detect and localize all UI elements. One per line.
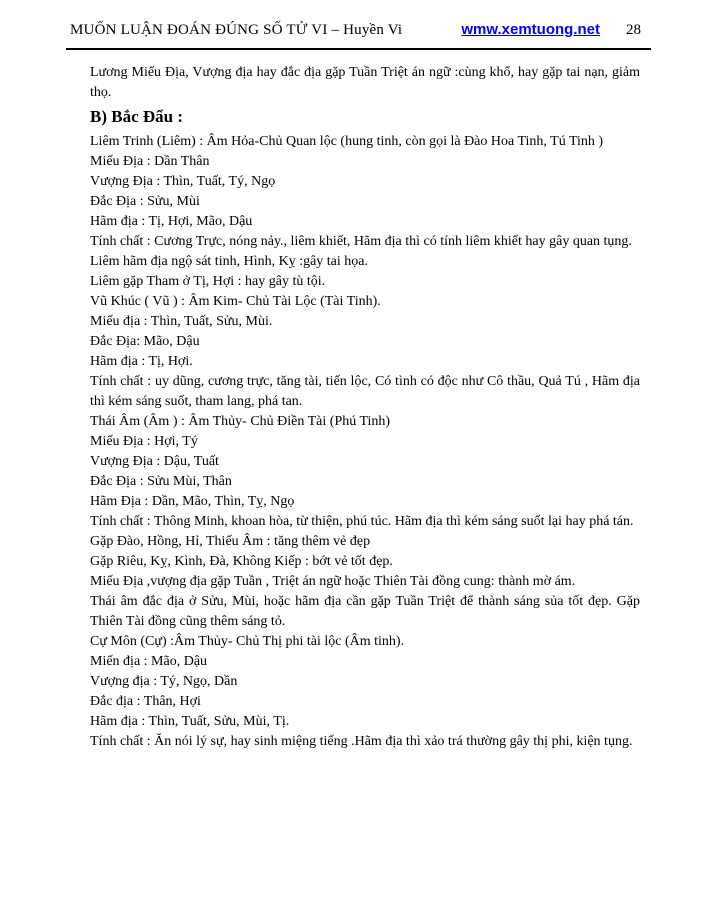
page-header [0, 0, 705, 39]
section-heading: B) Bắc Đẩu : [90, 107, 184, 126]
paragraph: Tính chất : Thông Minh, khoan hòa, từ thiện, phú túc. Hãm địa thì kém sáng suốt lại hay phá tán. [90, 514, 634, 529]
paragraph: Miếu Địa : Hợi, Tý [90, 434, 198, 449]
paragraph: Đắc địa : Thân, Hợi [90, 694, 201, 709]
paragraph: Miếu Địa : Dần Thân [90, 154, 210, 169]
paragraph: Hãm địa : Tị, Hợi, Mão, Dậu [90, 214, 253, 229]
paragraph: Cự Môn (Cự) :Âm Thủy- Chủ Thị phi tài lộc (Âm tinh). [90, 634, 405, 649]
paragraph: Miến địa : Mão, Dậu [90, 654, 208, 669]
header-title: MUỐN LUẬN ĐOÁN ĐÚNG SỐ TỬ VI – Huyền Vi [70, 22, 403, 38]
paragraph: Đắc Địa: Mão, Dậu [90, 334, 200, 349]
paragraph: Vũ Khúc ( Vũ ) : Âm Kim- Chủ Tài Lộc (Tài Tinh). [90, 294, 381, 309]
paragraph: Hãm địa : Tị, Hợi. [90, 354, 193, 369]
paragraph: Thái Âm (Âm ) : Âm Thủy- Chủ Điền Tài (Phú Tinh) [90, 414, 391, 429]
paragraph: Lương Miếu Địa, Vượng địa hay đắc địa gặp Tuần Triệt án ngữ :cùng khổ, hay gặp tai nạn, giảm thọ. [90, 65, 640, 100]
document-body [90, 63, 640, 752]
website-link[interactable]: wmw.xemtuong.net [461, 21, 600, 38]
paragraph: Miếu Địa ,vượng địa gặp Tuần , Triệt án ngữ hoặc Thiên Tài đồng cung: thành mờ ám. [90, 574, 576, 589]
paragraph: Vượng Địa : Thìn, Tuất, Tý, Ngọ [90, 174, 276, 189]
paragraph: Hãm Địa : Dần, Mão, Thìn, Tỵ, Ngọ [90, 494, 295, 509]
paragraph: Tính chất : Cương Trực, nóng nảy., liêm khiết, Hãm địa thì có tính liêm khiết hay gây quan tụng. [90, 234, 632, 249]
paragraph: Tính chất : Ăn nói lý sự, hay sinh miệng tiếng .Hãm địa thì xảo trá thường gây thị phi, kiện tụng. [90, 734, 633, 749]
paragraph: Đắc Địa : Sửu Mùi, Thân [90, 474, 232, 489]
paragraph: Gặp Riêu, Kỵ, Kình, Đà, Không Kiếp : bớt vẻ tốt đẹp. [90, 554, 393, 569]
paragraph: Liêm Trinh (Liêm) : Âm Hỏa-Chủ Quan lộc (hung tinh, còn gọi là Đào Hoa Tinh, Tú Tinh ) [90, 134, 604, 149]
paragraph: Liêm gặp Tham ở Tị, Hợi : hay gây tù tội. [90, 274, 326, 289]
paragraph: Đắc Địa : Sửu, Mùi [90, 194, 200, 209]
paragraph: Tính chất : uy dũng, cương trực, tăng tài, tiến lộc, Có tình có độc như Cô thầu, Quả Tú , Hãm địa thì kém sáng suốt, tham lang, phá tan. [90, 374, 640, 409]
page-number: 28 [626, 22, 641, 38]
paragraph: Miếu địa : Thìn, Tuất, Sửu, Mùi. [90, 314, 273, 329]
header-right-group [461, 21, 641, 39]
paragraph: Vượng Địa : Dậu, Tuất [90, 454, 219, 469]
paragraph: Hãm địa : Thìn, Tuất, Sửu, Mùi, Tị. [90, 714, 290, 729]
paragraph: Gặp Đào, Hồng, Hỉ, Thiếu Âm : tăng thêm vẻ đẹp [90, 534, 371, 549]
header-divider [66, 48, 651, 50]
paragraph: Liêm hãm địa ngộ sát tinh, Hình, Kỵ :gây tai họa. [90, 254, 369, 269]
paragraph: Thái âm đắc địa ở Sửu, Mùi, hoặc hãm địa cần gặp Tuần Triệt để thành sáng sủa tốt đẹp. Gặp Thiên Tài đồng cũng thêm sáng tỏ. [90, 594, 640, 629]
paragraph: Vượng địa : Tý, Ngọ, Dần [90, 674, 238, 689]
